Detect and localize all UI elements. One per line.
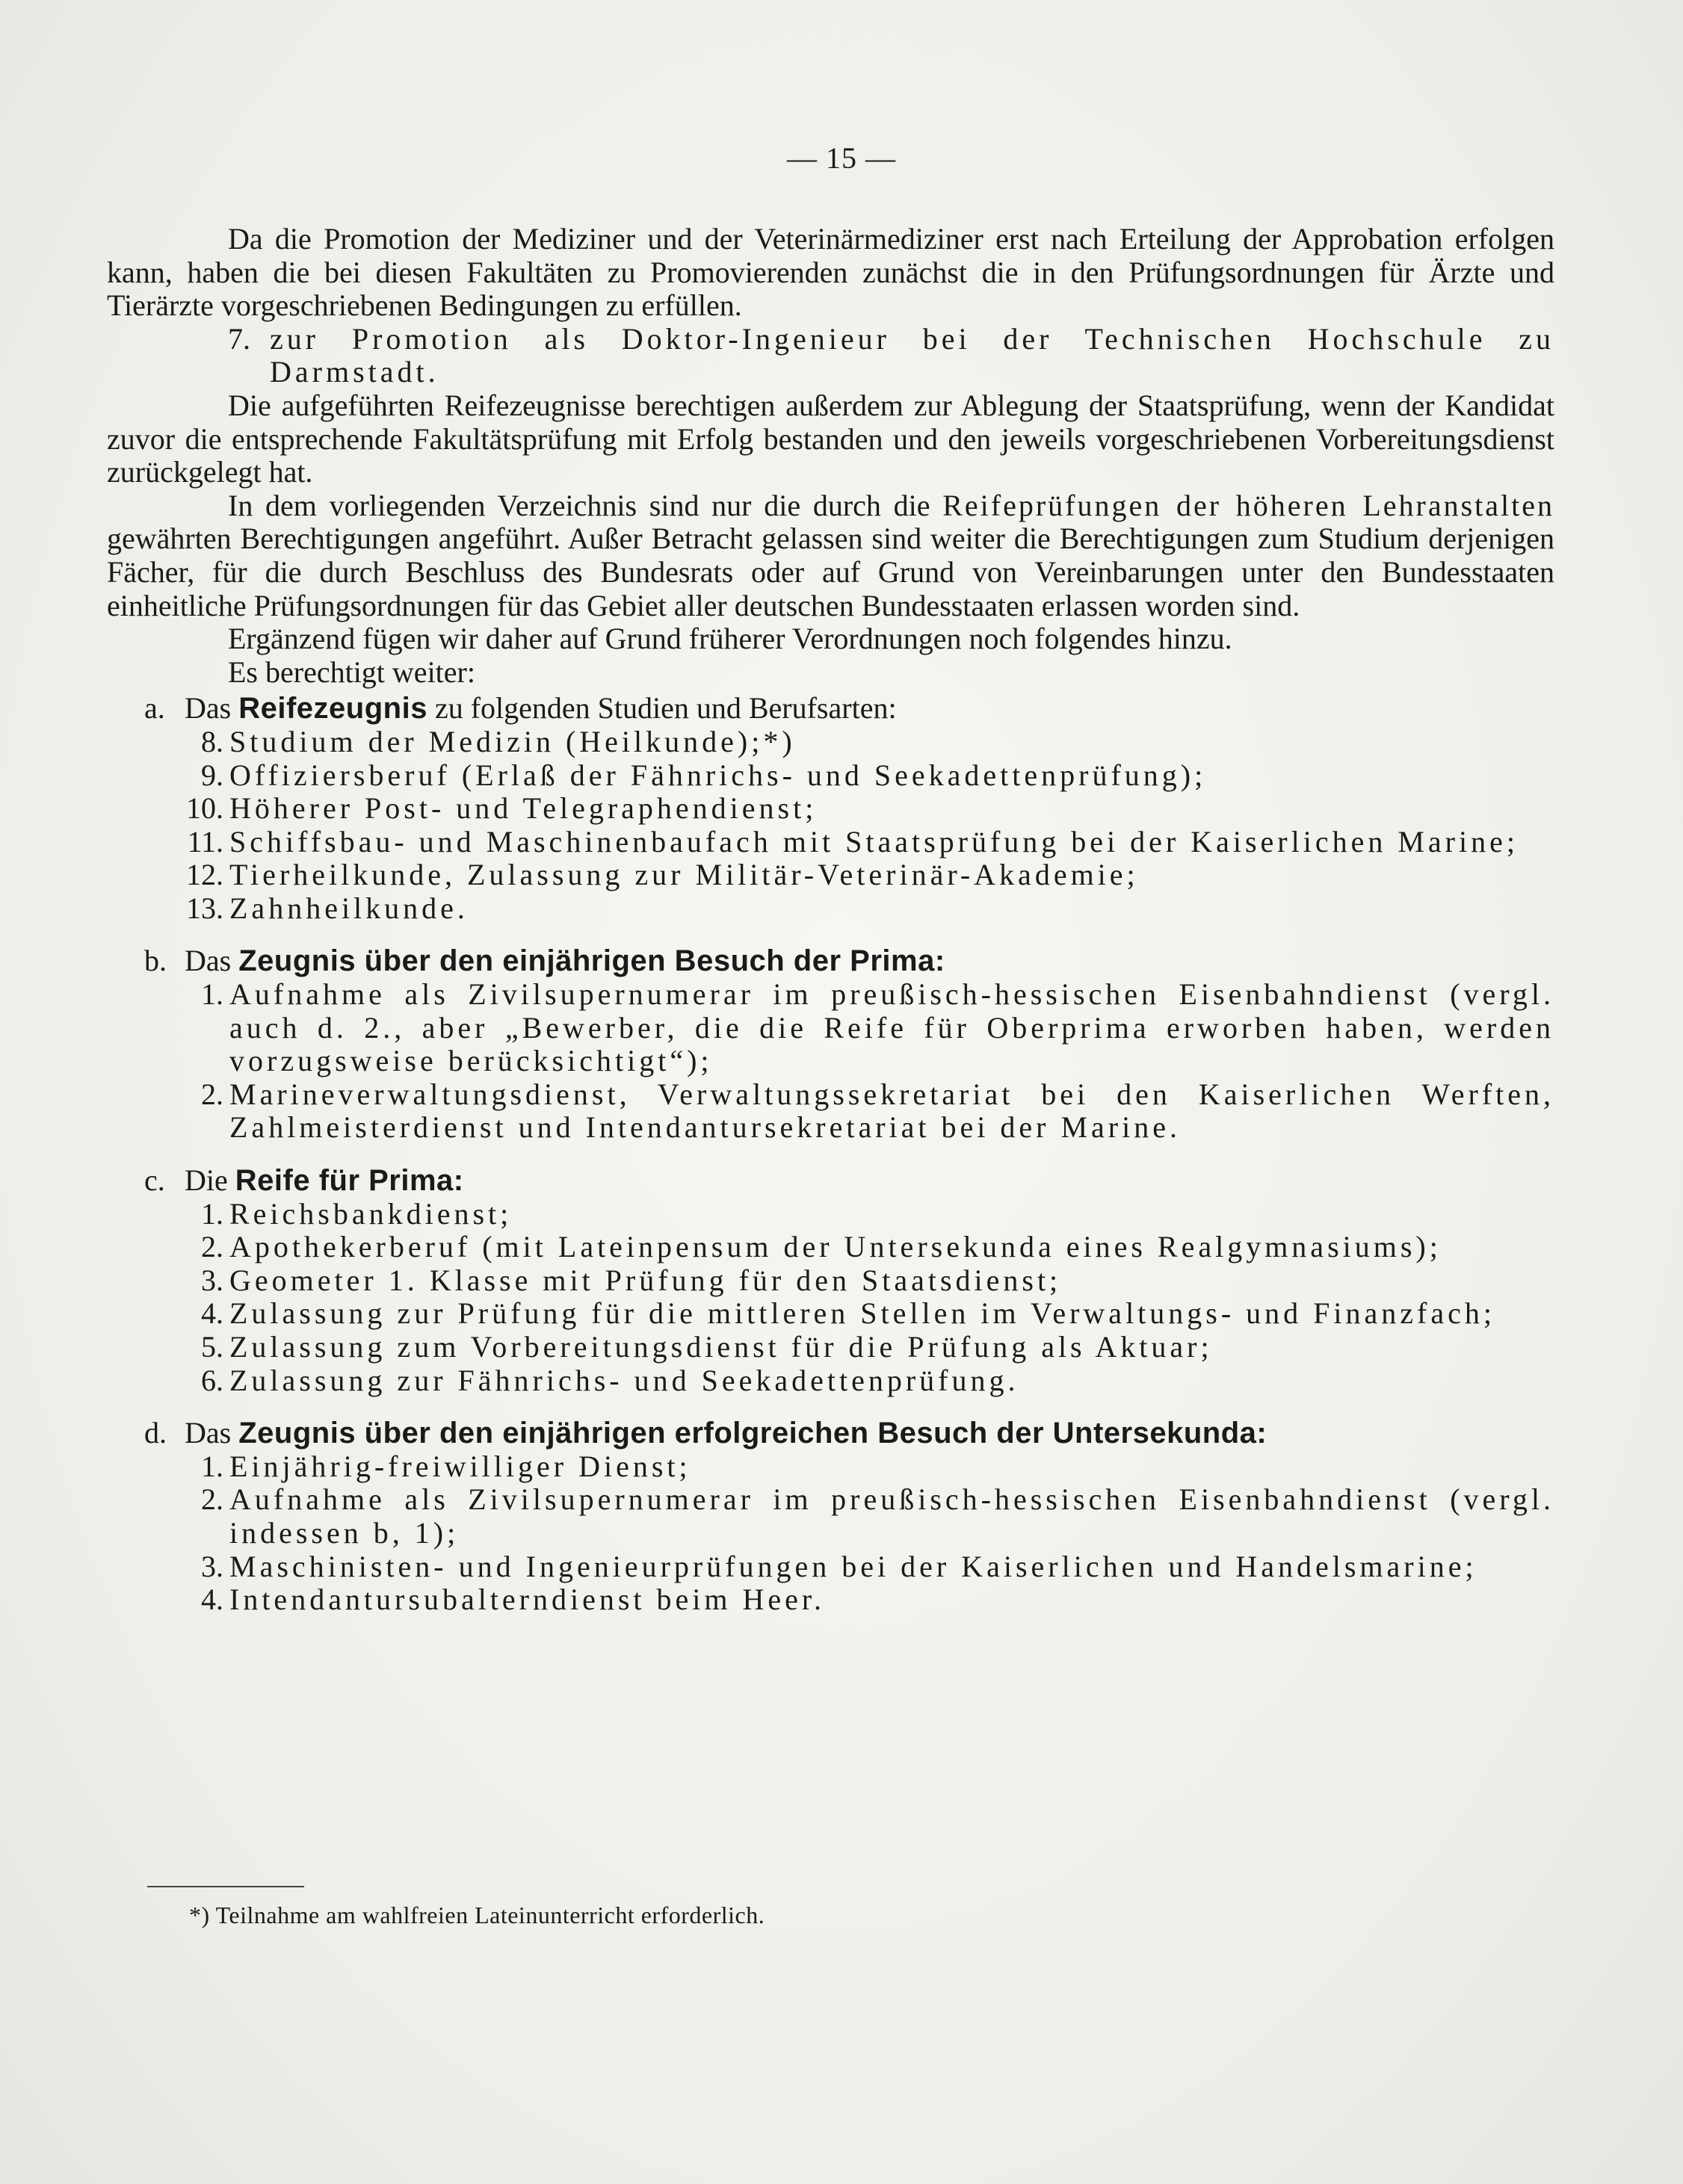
list-item [107,1231,1554,1264]
paragraph-ergaenzend: Ergänzend fügen wir daher auf Grund früherer Verordnungen noch folgendes hinzu. [228,622,1232,656]
section-item-list [107,1450,1554,1617]
paragraph-verzeichnis [107,489,1554,622]
section-title: Reifezeugnis [238,692,427,726]
list-item [107,1331,1554,1364]
list-item-number: 2. [201,1077,223,1111]
intro-paragraph: Da die Promotion der Mediziner und der Veterinärmediziner erst nach Erteilung der Approbation erfolgen kann, haben die bei diesen Fakultäten zu Promovierenden zunächst die in den Prüfungsordnungen für Ärzte und Tierärzte vorgeschriebenen Bedingungen zu erfüllen. [107,222,1554,323]
footnote-divider [147,1886,304,1887]
section-label: d. [144,1416,167,1450]
list-item-text: Aufnahme als Zivilsupernumerar im preußisch-hessischen Eisenbahndienst (vergl. indessen b, 1); [229,1482,1554,1550]
list-item-number: 2. [201,1230,223,1264]
section-title: Zeugnis über den einjährigen Besuch der Prima: [238,944,945,978]
list-item-text: Intendantursubalterndienst beim Heer. [229,1583,826,1617]
item-7 [107,323,1554,389]
list-item [107,1364,1554,1398]
list-item-text: Zahnheilkunde. [229,891,469,925]
section-item-list [107,726,1554,926]
section-pre: Das [185,691,239,726]
section-label: b. [144,944,167,978]
list-item-number: 8. [201,724,223,758]
section-pre: Das [185,944,239,978]
list-item-number: 1. [201,1196,223,1231]
list-item-text: Zulassung zum Vorbereitungsdienst für die Prüfung als Aktuar; [229,1330,1213,1364]
list-item-text: Reichsbankdienst; [229,1196,513,1231]
list-item-text: Zulassung zur Prüfung für die mittleren Stellen im Verwaltungs- und Finanzfach; [229,1296,1495,1331]
item-7-text: zur Promotion als Doktor-Ingenieur bei der Technischen Hochschule zu Darmstadt. [270,321,1554,389]
section-title: Zeugnis über den einjährigen erfolgreichen Besuch der Untersekunda: [238,1417,1267,1450]
list-item [107,726,1554,759]
list-item [107,1550,1554,1584]
list-item [107,826,1554,859]
list-item [107,859,1554,892]
footnote: *) Teilnahme am wahlfreien Lateinunterricht erforderlich. [189,1902,765,1928]
section-heading [107,944,1554,978]
verzeichnis-text-before: In dem vorliegenden Verzeichnis sind nur die durch die [228,488,943,522]
list-item [107,1198,1554,1231]
section-heading [107,1164,1554,1198]
section-heading [107,692,1554,726]
section-title: Reife für Prima: [235,1164,464,1198]
verzeichnis-text-after: gewährten Berechtigungen angeführt. Außer Betracht gelassen sind weiter die Berechtigungen zum Studium derjenigen Fächer, für die durch Beschluss des Bundesrats oder auf Grund von Vereinbarungen unter den Bundesstaaten einheitliche Prüfungsordnungen für das Gebiet aller deutschen Bundesstaaten erlassen worden sind. [107,522,1554,622]
sections [107,692,1554,1616]
list-item-text: Apothekerberuf (mit Lateinpensum der Untersekunda eines Realgymnasiums); [229,1230,1442,1264]
list-item-text: Maschinisten- und Ingenieurprüfungen bei der Kaiserlichen und Handelsmarine; [229,1549,1477,1583]
list-item-text: Zulassung zur Fähnrichs- und Seekadettenprüfung. [229,1363,1019,1397]
section-gap [107,1145,1554,1161]
list-item [107,1483,1554,1550]
list-item-number: 11. [187,824,223,859]
list-item-number: 9. [201,758,223,792]
section-item-list [107,978,1554,1145]
section-pre: Das [185,1416,239,1450]
section-post: zu folgenden Studien und Berufsarten: [427,691,897,726]
list-item-number: 3. [201,1263,223,1297]
list-item-number: 4. [201,1583,223,1617]
list-item-text: Tierheilkunde, Zulassung zur Militär-Veterinär-Akademie; [229,858,1139,892]
section-gap [107,1397,1554,1414]
item-7-number: 7. [228,321,250,356]
list-item-number: 3. [201,1549,223,1583]
list-item-text: Offiziersberuf (Erlaß der Fähnrichs- und Seekadettenprüfung); [229,758,1207,792]
list-item-number: 10. [186,791,223,826]
section-label: a. [144,691,165,726]
paragraph-es-berechtigt: Es berechtigt weiter: [228,655,475,689]
list-item-text: Geometer 1. Klasse mit Prüfung für den Staatsdienst; [229,1263,1062,1297]
page-body [107,223,1554,1617]
list-item-number: 1. [201,977,223,1012]
paragraph-reifezeugnisse: Die aufgeführten Reifezeugnisse berechtigen außerdem zur Ablegung der Staatsprüfung, wenn der Kandidat zuvor die entsprechende Fakultätsprüfung mit Erfolg bestanden und den jeweils vorgeschriebenen Vorbereitungsdienst zurückgelegt hat. [107,388,1554,489]
list-item-number: 13. [186,891,223,925]
verzeichnis-spaced-text: Reifeprüfungen der höheren Lehranstalten [942,488,1554,522]
list-item-number: 6. [201,1363,223,1397]
list-item-number: 12. [186,858,223,892]
list-item [107,1450,1554,1484]
page-number: — 15 — [787,141,896,175]
list-item-text: Schiffsbau- und Maschinenbaufach mit Staatsprüfung bei der Kaiserlichen Marine; [229,824,1519,859]
list-item [107,1297,1554,1331]
section-gap [107,925,1554,941]
list-item-text: Marineverwaltungsdienst, Verwaltungssekretariat bei den Kaiserlichen Werften, Zahlmeisterdienst und Intendantursekretariat bei der Marine. [229,1077,1554,1145]
list-item-text: Höherer Post- und Telegraphendienst; [229,791,818,826]
list-item-text: Studium der Medizin (Heilkunde);*) [229,724,796,758]
list-item-number: 4. [201,1296,223,1331]
list-item-text: Aufnahme als Zivilsupernumerar im preußisch-hessischen Eisenbahndienst (vergl. auch d. 2., aber „Bewerber, die die Reife für Oberprima erworben haben, werden vorzugsweise berücksichtigt“); [229,977,1554,1078]
list-item [107,1078,1554,1145]
section-heading [107,1417,1554,1450]
list-item [107,1583,1554,1617]
section-item-list [107,1198,1554,1398]
list-item-number: 1. [201,1449,223,1483]
list-item-number: 2. [201,1482,223,1517]
list-item [107,759,1554,793]
list-item [107,892,1554,926]
list-item-text: Einjährig-freiwilliger Dienst; [229,1449,691,1483]
list-item [107,1264,1554,1298]
list-item [107,978,1554,1078]
section-pre: Die [185,1163,235,1198]
list-item [107,792,1554,826]
section-label: c. [144,1163,165,1198]
list-item-number: 5. [201,1330,223,1364]
